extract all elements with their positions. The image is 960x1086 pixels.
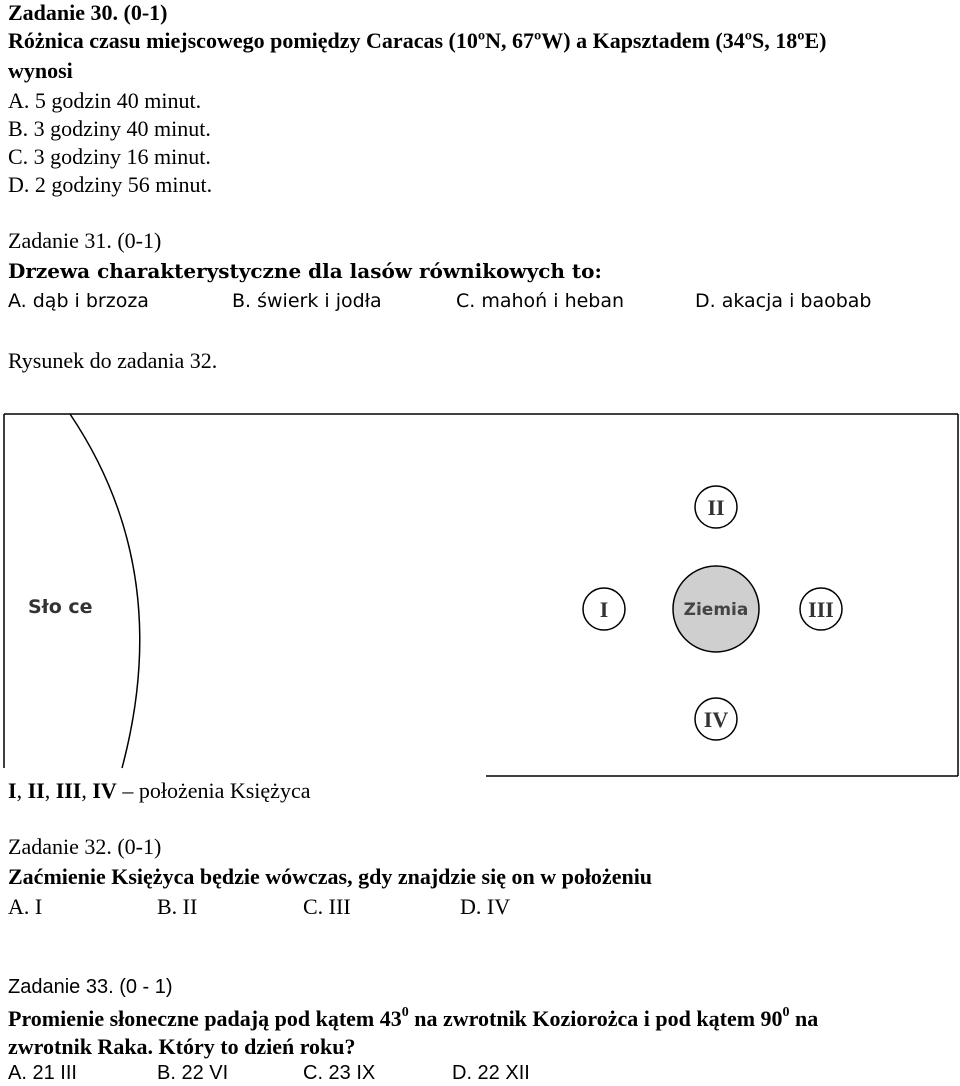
- task33-q-part2: na zwrotnik Koziorożca i pod kątem 90: [408, 1006, 783, 1031]
- task33-title: Zadanie 33. (0 - 1): [8, 976, 173, 998]
- task31-option-b: B. świerk i jodła: [232, 290, 382, 312]
- task33-degree-sup-2: 0: [782, 1005, 790, 1020]
- task33-question-line1: [8, 1006, 818, 1032]
- legend-sep-2: ,: [44, 778, 56, 803]
- sun-label: Sło ce: [28, 596, 93, 618]
- task33-option-b: B. 22 VI: [157, 1062, 229, 1084]
- figure-caption: Rysunek do zadania 32.: [8, 348, 218, 373]
- moon-position-i-label: I: [599, 597, 609, 622]
- task30-question-line1: Różnica czasu miejscowego pomiędzy Caracas (10ºN, 67ºW) a Kapsztadem (34ºS, 18ºE): [8, 28, 827, 53]
- task31-options: [0, 288, 960, 314]
- task32-option-c: C. III: [303, 894, 351, 919]
- legend-roman-iii: III: [55, 778, 82, 803]
- task33-option-a: A. 21 III: [8, 1062, 77, 1084]
- task33-option-c: C. 23 IX: [303, 1062, 376, 1084]
- task31-option-d: D. akacja i baobab: [695, 290, 872, 312]
- task32-option-a: A. I: [8, 894, 43, 919]
- task33-question-line2: zwrotnik Raka. Który to dzień roku?: [8, 1034, 356, 1059]
- moon-position-iv-label: IV: [703, 707, 729, 732]
- task33-q-part3: na: [789, 1006, 819, 1031]
- task33-q-part1: Promienie słoneczne padają pod kątem 43: [8, 1006, 402, 1031]
- task31-option-c: C. mahoń i heban: [456, 290, 625, 312]
- task31-title: Zadanie 31. (0-1): [8, 228, 162, 253]
- earth-label: Ziemia: [683, 600, 749, 620]
- moon-positions-diagram: [0, 400, 960, 780]
- legend-text: – położenia Księżyca: [116, 778, 311, 803]
- sun-arc: [70, 414, 140, 768]
- task32-question: Zaćmienie Księżyca będzie wówczas, gdy znajdzie się on w położeniu: [8, 864, 653, 889]
- task31-question: Drzewa charakterystyczne dla lasów równikowych to:: [8, 259, 602, 283]
- legend-roman-iv: IV: [92, 778, 117, 803]
- legend-roman-i: I: [8, 778, 17, 803]
- task30-option-d: D. 2 godziny 56 minut.: [8, 172, 213, 197]
- task30-option-a: A. 5 godzin 40 minut.: [8, 88, 202, 113]
- task32-option-b: B. II: [157, 894, 198, 919]
- task30-title: Zadanie 30. (0-1): [8, 0, 168, 25]
- task31-option-a: A. dąb i brzoza: [8, 290, 149, 312]
- task30-option-b: B. 3 godziny 40 minut.: [8, 116, 211, 141]
- task30-option-c: C. 3 godziny 16 minut.: [8, 144, 211, 169]
- task33-degree-sup-1: 0: [401, 1005, 409, 1020]
- legend-sep-3: ,: [81, 778, 93, 803]
- legend-sep-1: ,: [16, 778, 28, 803]
- figure-legend: [8, 778, 310, 804]
- task32-title: Zadanie 32. (0-1): [8, 834, 162, 859]
- task30-question-line2: wynosi: [8, 58, 73, 83]
- legend-roman-ii: II: [27, 778, 45, 803]
- moon-position-ii-label: II: [707, 495, 725, 520]
- task32-option-d: D. IV: [460, 894, 511, 919]
- moon-position-iii-label: III: [808, 597, 834, 622]
- task33-option-d: D. 22 XII: [452, 1062, 530, 1084]
